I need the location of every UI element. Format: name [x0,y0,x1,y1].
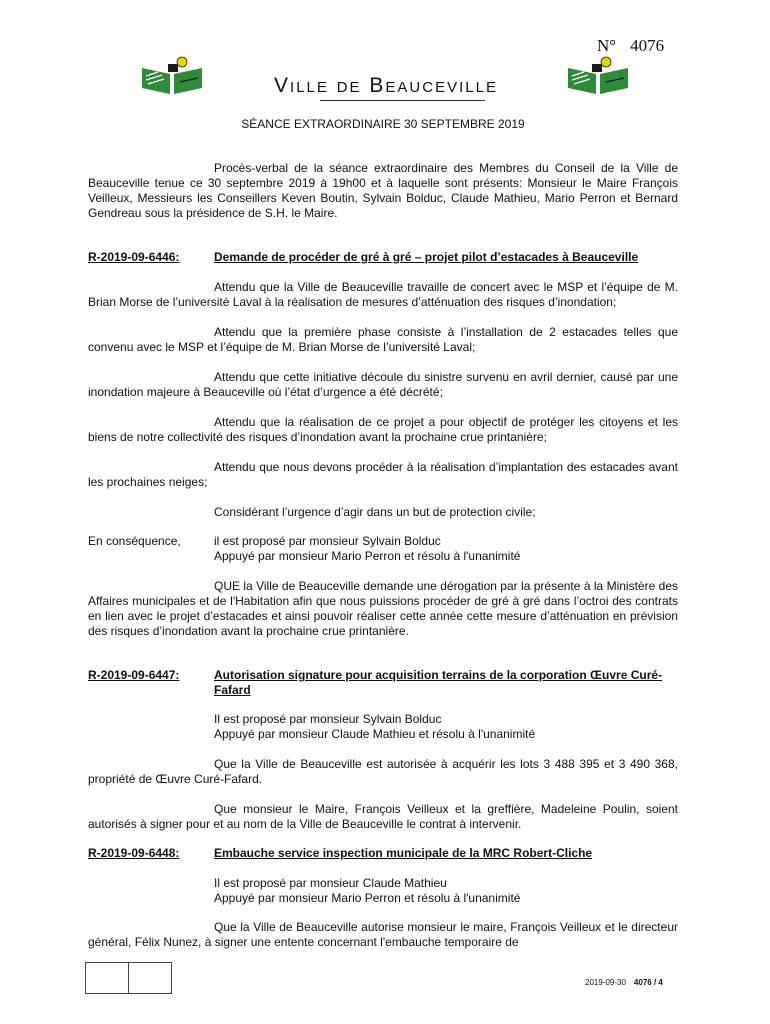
consequence-label: En conséquence, [88,534,181,548]
preamble: Procès-verbal de la séance extraordinaire des Membres du Conseil de la Ville de Beauceville tenue ce 30 septembre 2019 à 19h00 et à laquelle sont présents: Monsieur le Maire François Veilleux, Messieurs les Conseillers Keven Boutin, Sylvain Bolduc, Claude Mathieu, Mario Perron et Bernard Gendreau sous la présidence de S.H. le Maire. [88,161,678,220]
proposal-block [88,534,678,564]
paragraph-considerant: Considérant l’urgence d’agir dans un but de protection civile; [214,505,536,519]
title-divider [320,100,485,101]
resolution-6447-heading [88,668,678,698]
paragraph-acquisition: Que la Ville de Beauceville est autorisée à acquérir les lots 3 488 395 et 3 490 368, propriété de Œuvre Curé-Fafard. [88,757,678,786]
resolution-number: R-2019-09-6448: [88,846,180,860]
proposal-block [88,876,678,906]
paragraph-embauche: Que la Ville de Beauceville autorise monsieur le maire, François Veilleux et le directeur général, Félix Nunez, à signer une entente concernant l'embauche temporaire de [88,920,678,949]
number-value: 4076 [630,36,665,55]
paragraph-attendu-1: Attendu que la Ville de Beauceville travaille de concert avec le MSP et l’équipe de M. Brian Morse de l’université Laval à la réalisation de mesures d’atténuation des risques d’inondation; [88,280,678,309]
minute-book-page-number [597,36,678,56]
seconded-by: Appuyé par monsieur Mario Perron et résolu à l'unanimité [214,549,521,563]
session-title: SÉANCE EXTRAORDINAIRE 30 SEPTEMBRE 2019 [241,117,525,131]
proposed-by: Il est proposé par monsieur Sylvain Bolduc [214,712,442,726]
proposed-by: Il est proposé par monsieur Claude Mathieu [214,876,447,890]
paragraph-attendu-3: Attendu que cette initiative découle du sinistre survenu en avril dernier, causé par une inondation majeure à Beauceville où l’état d’urgence a été décrété; [88,370,678,399]
footer-page: 4076 / 4 [633,978,663,987]
seconded-by: Appuyé par monsieur Mario Perron et résolu à l'unanimité [214,891,521,905]
resolution-title: Autorisation signature pour acquisition terrains de la corporation Œuvre Curé-Fafard [214,668,663,697]
paragraph-attendu-4: Attendu que la réalisation de ce projet a pour objectif de protéger les citoyens et les biens de notre collectivité des risques d’inondation avant la prochaine crue printanière; [88,415,678,444]
town-logo-left [140,56,204,96]
town-title: Ville de Beauceville [274,74,498,97]
number-prefix: N° [597,36,617,55]
initials-box [85,962,129,994]
footer-date: 2019-09-30 [585,978,626,987]
resolution-number: R-2019-09-6447: [88,668,180,682]
resolution-text: QUE la Ville de Beauceville demande une dérogation par la présente à la Ministère des Affaires municipales et de l'Habitation afin que nous puissions procéder de gré à gré dans l’octroi des contrats en lien avec le projet d’estacades et ainsi pouvoir réaliser cette année cette mesure d’atténuation en prévision des risques d’inondation avant la prochaine crue printanière. [88,579,678,638]
resolution-6448-heading [88,846,678,861]
seconded-by: Appuyé par monsieur Claude Mathieu et résolu à l'unanimité [214,727,536,741]
town-logo-right [566,56,630,96]
resolution-number: R-2019-09-6446: [88,250,180,264]
proposal-block [88,712,678,742]
resolution-title: Embauche service inspection municipale de la MRC Robert-Cliche [214,846,593,860]
page-footer [585,978,663,987]
proposed-by: il est proposé par monsieur Sylvain Bolduc [214,534,441,548]
resolution-6446-heading [88,250,678,265]
paragraph-signature: Que monsieur le Maire, François Veilleux et la greffière, Madeleine Poulin, soient autorisés à signer pour et au nom de la Ville de Beauceville le contrat à intervenir. [88,802,678,831]
resolution-title: Demande de procéder de gré à gré – projet pilot d’estacades à Beauceville [214,250,639,264]
initials-boxes [85,962,172,994]
paragraph-attendu-2: Attendu que la première phase consiste à l’installation de 2 estacades telles que convenu avec le MSP et l’équipe de M. Brian Morse de l’université Laval; [88,325,678,354]
initials-box [129,962,172,994]
paragraph-attendu-5: Attendu que nous devons procéder à la réalisation d’implantation des estacades avant les prochaines neiges; [88,460,678,489]
